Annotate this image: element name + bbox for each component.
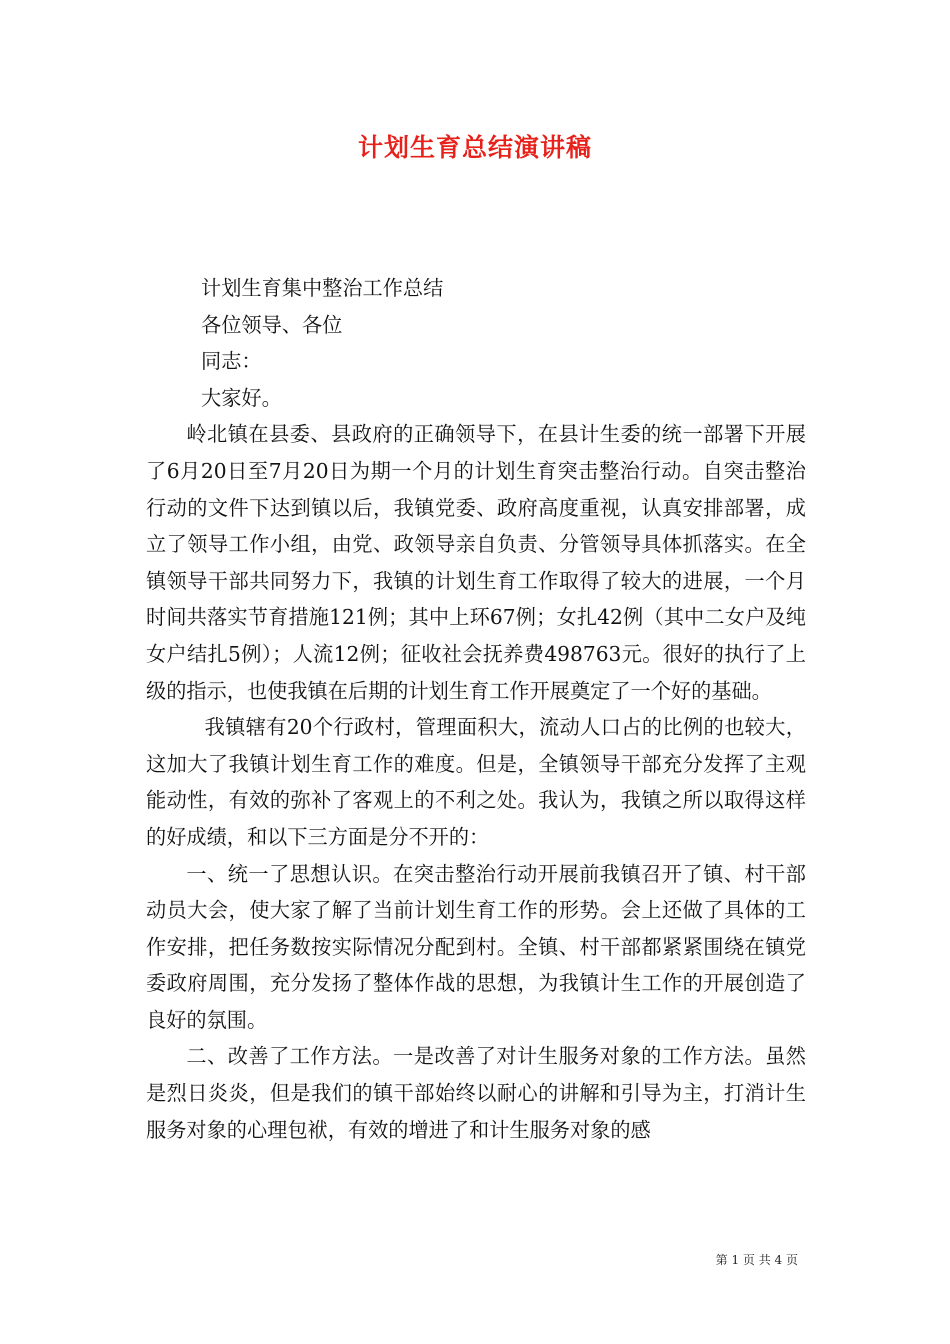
document-body	[146, 270, 806, 1148]
subtitle-line: 计划生育集中整治工作总结	[201, 276, 444, 300]
page-number-footer: 第 1 页 共 4 页	[715, 1253, 798, 1267]
body-paragraph-2: 我镇辖有20个行政村，管理面积大，流动人口占的比例的也较大，这加大了我镇计划生育工作的难度。但是，全镇领导干部充分发挥了主观能动性，有效的弥补了客观上的不利之处。我认为，我镇之所以取得这样的好成绩，和以下三方面是分不开的：	[146, 715, 806, 849]
body-paragraph-1: 岭北镇在县委、县政府的正确领导下，在县计生委的统一部署下开展了6月20日至7月20日为期一个月的计划生育突击整治行动。自突击整治行动的文件下达到镇以后，我镇党委、政府高度重视，认真安排部署，成立了领导工作小组，由党、政领导亲自负责、分管领导具体抓落实。在全镇领导干部共同努力下，我镇的计划生育工作取得了较大的进展，一个月时间共落实节育措施121例；其中上环67例；女扎42例（其中二女户及纯女户结扎5例）；人流12例；征收社会抚养费498763元。很好的执行了上级的指示，也使我镇在后期的计划生育工作开展奠定了一个好的基础。	[146, 422, 806, 703]
salutation-line: 各位领导、各位	[201, 312, 343, 337]
body-paragraph-3: 一、统一了思想认识。在突击整治行动开展前我镇召开了镇、村干部动员大会，使大家了解了当前计划生育工作的形势。会上还做了具体的工作安排，把任务数按实际情况分配到村。全镇、村干部都紧紧围绕在镇党委政府周围，充分发扬了整体作战的思想，为我镇计生工作的开展创造了良好的氛围。	[146, 861, 806, 1032]
document-title: 计划生育总结演讲稿	[357, 133, 592, 162]
greeting-line: 大家好。	[201, 385, 282, 410]
body-paragraph-4: 二、改善了工作方法。一是改善了对计生服务对象的工作方法。虽然是烈日炎炎，但是我们的镇干部始终以耐心的讲解和引导为主，打消计生服务对象的心理包袱，有效的增进了和计生服务对象的感	[146, 1044, 806, 1142]
salutation-line-2: 同志：	[201, 349, 262, 374]
